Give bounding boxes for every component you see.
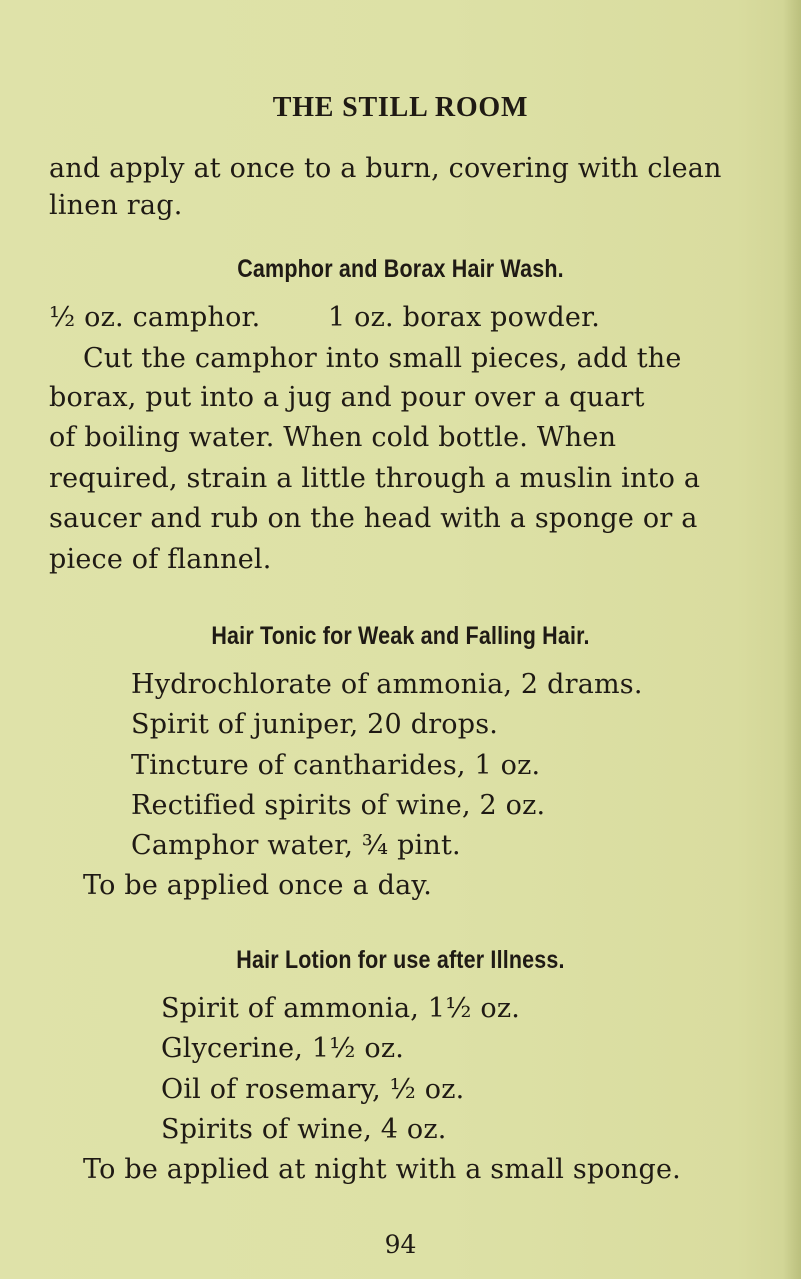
tonic-ingredient-5: Camphor water, ¾ pint. xyxy=(131,830,461,861)
lotion-ingredient-1: Spirit of ammonia, 1½ oz. xyxy=(161,993,521,1024)
lotion-ingredient-3: Oil of rosemary, ½ oz. xyxy=(161,1074,465,1105)
tonic-ingredient-1: Hydrochlorate of ammonia, 2 drams. xyxy=(131,669,643,700)
tonic-ingredient-3: Tincture of cantharides, 1 oz. xyxy=(131,750,541,781)
method-line-1: Cut the camphor into small pieces, add the xyxy=(83,343,682,374)
tonic-ingredient-2: Spirit of juniper, 20 drops. xyxy=(131,709,499,740)
recipe-title-hair-lotion: Hair Lotion for use after Illness. xyxy=(236,946,565,974)
page-number: 94 xyxy=(384,1230,417,1259)
tonic-direction: To be applied once a day. xyxy=(83,870,433,901)
page-edge-shadow xyxy=(783,0,801,1279)
recipe-title-hair-tonic: Hair Tonic for Weak and Falling Hair. xyxy=(211,622,590,650)
method-line-4: required, strain a little through a muslin into a xyxy=(49,463,701,494)
ingredient-borax: 1 oz. borax powder. xyxy=(328,302,600,333)
ingredient-camphor: ½ oz. camphor. xyxy=(49,302,261,333)
method-line-6: piece of flannel. xyxy=(49,544,272,575)
lotion-ingredient-4: Spirits of wine, 4 oz. xyxy=(161,1114,447,1145)
tonic-ingredient-4: Rectified spirits of wine, 2 oz. xyxy=(131,790,546,821)
continuation-line-2: linen rag. xyxy=(49,190,183,221)
method-line-5: saucer and rub on the head with a sponge or a xyxy=(49,503,698,534)
lotion-direction: To be applied at night with a small sponge. xyxy=(83,1154,681,1185)
running-head: THE STILL ROOM xyxy=(272,92,529,123)
recipe-title-camphor-borax: Camphor and Borax Hair Wash. xyxy=(237,255,564,283)
continuation-line-1: and apply at once to a burn, covering with clean xyxy=(49,153,722,184)
method-line-2: borax, put into a jug and pour over a quart xyxy=(49,382,645,413)
method-line-3: of boiling water. When cold bottle. When xyxy=(49,422,617,453)
lotion-ingredient-2: Glycerine, 1½ oz. xyxy=(161,1033,405,1064)
